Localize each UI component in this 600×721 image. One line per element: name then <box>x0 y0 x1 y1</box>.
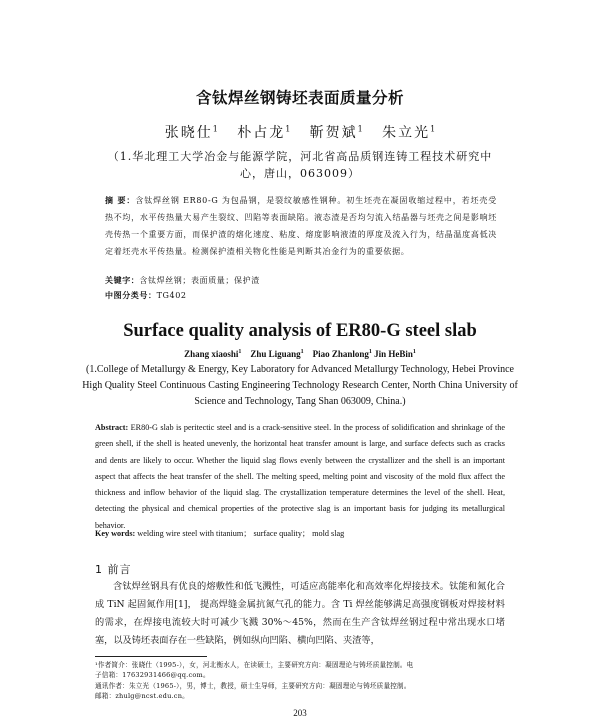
author-name: Zhang xiaoshi <box>184 349 239 359</box>
author-name: Jin HeBin <box>374 349 413 359</box>
author-affil-marker: 1 <box>368 349 372 355</box>
author-name: 朱立光 <box>382 125 431 141</box>
english-keywords <box>95 528 505 540</box>
section-heading: 1 前言 <box>95 563 132 576</box>
abstract-text: 含钛焊丝钢 ER80-G 为包晶钢，是裂纹敏感性钢种。初生坯壳在凝固收缩过程中，若坯壳受热不均，水平传热量大易产生裂纹、凹陷等表面缺陷。液态渣是否均匀流入结晶器与坯壳之间是影响坯壳传热一个重要方面，而保护渣的熔化速度、粘度、熔度影响液渣的厚度及流入行为，结晶温度高低决定着坯壳水平传热量。检测保护渣相关物化性能是判断其冶金行为的重要依据。 <box>105 196 497 256</box>
english-authors <box>0 349 600 359</box>
chinese-authors <box>0 122 600 142</box>
keywords-label: 关键字： <box>105 276 140 285</box>
keywords-label: Key words: <box>95 529 136 538</box>
author-name: Zhu Liguang <box>250 349 301 359</box>
clc-value: TG402 <box>156 291 187 300</box>
footnote-line: 子信箱：17632931466@qq.com。 <box>95 671 210 680</box>
clc-label: 中图分类号： <box>105 291 157 300</box>
chinese-title: 含钛焊丝钢铸坯表面质量分析 <box>195 89 404 107</box>
footnote-line: 通讯作者：朱立光（1965-），男，博士，教授，硕士生导师，主要研究方向：凝固理论与铸坯质量控制。 <box>95 681 411 690</box>
footnotes <box>95 660 505 701</box>
chinese-abstract <box>105 192 497 260</box>
author-affil-marker: 1 <box>412 349 416 355</box>
english-affiliation: (1.College of Metallurgy & Energy, Key Laboratory for Advanced Metallurgy Technology, Hebei Province High Quality Steel Continuous Casting Engineering Technology Research Center, North China University of Science and Technology, Tang Shan 063009, China.) <box>82 364 518 407</box>
body-paragraph: 含钛焊丝钢具有优良的熔敷性和低飞溅性，可适应高能率化和高效率化焊接技术。钛能和氮化合成 TiN 起固氮作用[1]， 提高焊缝金属抗氮气孔的能力。含 Ti 焊丝能够满足高强度钢板对焊接材料的需求，在焊接电流较大时可减少飞溅 30%～45%，然而在生产含钛焊丝钢过程中常出现水口堵塞，以及铸坯表面存在一些缺陷，例如纵向凹陷、横向凹陷、夹渣等， <box>95 581 505 646</box>
footnote-line: ¹作者简介：张晓仕（1995-），女，河北衡水人，在读硕士，主要研究方向：凝固理论与铸坯质量控制。电 <box>95 661 414 669</box>
author-name: Piao Zhanlong <box>312 349 369 359</box>
author-affil-marker: 1 <box>357 124 363 134</box>
chinese-affiliation: （1.华北理工大学冶金与能源学院，河北省高品质钢连铸工程技术研究中心，唐山，063009） <box>107 150 493 180</box>
chinese-keywords <box>105 274 497 287</box>
keywords-text: 含钛焊丝钢；表面质量；保护渣 <box>139 276 260 285</box>
author-name: 靳贺斌 <box>309 125 358 141</box>
keywords-text: welding wire steel with titanium； surface quality； mold slag <box>137 529 345 538</box>
footnote-divider <box>95 656 207 657</box>
abstract-label: Abstract: <box>95 423 129 432</box>
abstract-label: 摘 要： <box>105 196 136 205</box>
english-abstract <box>95 420 505 534</box>
author-affil-marker: 1 <box>238 349 242 355</box>
author-affil-marker: 1 <box>285 124 291 134</box>
footnote-line: 邮箱：zhulg@ncst.edu.cn。 <box>95 691 189 700</box>
author-name: 朴占龙 <box>237 125 286 141</box>
author-affil-marker: 1 <box>300 349 304 355</box>
english-title: Surface quality analysis of ER80-G steel slab <box>123 321 477 341</box>
page-number: 203 <box>293 708 307 718</box>
author-name: 张晓仕 <box>164 125 213 141</box>
author-affil-marker: 1 <box>430 124 436 134</box>
author-affil-marker: 1 <box>212 124 218 134</box>
clc-number <box>105 289 497 302</box>
abstract-text: ER80-G slab is peritectic steel and is a crack-sensitive steel. In the process of solidification and shrinkage of the green shell, if the shell is heated unevenly, the horizontal heat transfer amount is large, and surface defects such as cracks and dents are likely to occur. Whether the liquid slag flows evenly between the crystallizer and the shell is an important aspect that affects the heat transfer of the shell. The melting speed, melting point and viscosity of the mold flux affect the thickness and inflow behavior of the liquid slag. The crystallization temperature determines the level of the shell. Heat, detecting the physical and chemical properties of the protective slag is an important basis for judging its metallurgical behavior. <box>95 423 506 530</box>
